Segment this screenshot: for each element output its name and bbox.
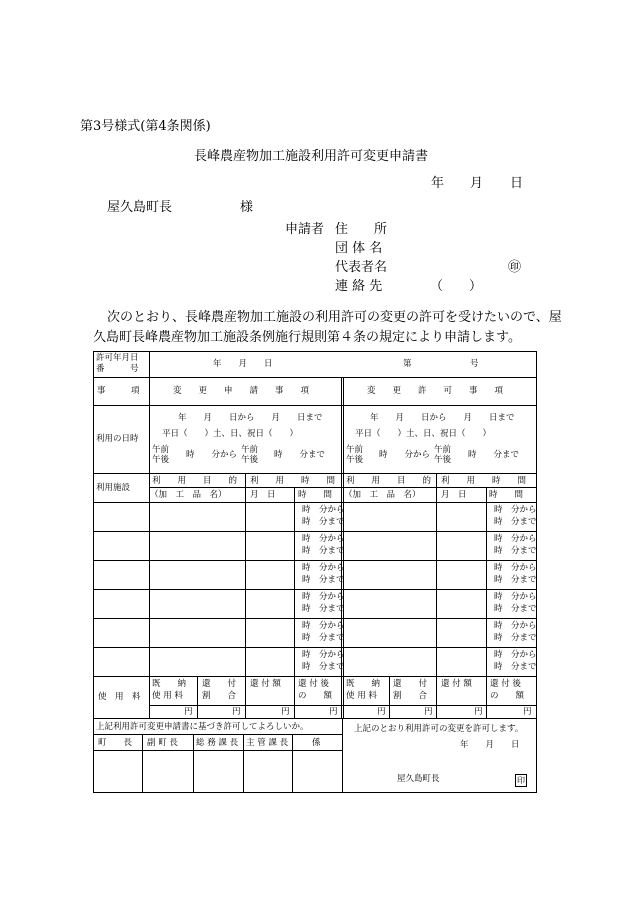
mayor-seal-icon: 印: [517, 776, 525, 785]
permit-date-label: 許可年月日: [96, 353, 139, 363]
row4-from-left: 時 分から: [302, 592, 345, 602]
yen-7: 円: [474, 707, 483, 717]
row2-from-right: 時 分から: [494, 534, 537, 544]
refund-label-right: 還 付: [393, 679, 428, 689]
page-title: 長峰農産物加工施設利用許可変更申請書: [194, 149, 429, 164]
row6-from-right: 時 分から: [494, 650, 537, 660]
row5-from-right: 時 分から: [494, 621, 537, 631]
date-day: 日: [510, 176, 524, 191]
result-note: 上記のとおり利用許可の変更を許可します。: [354, 724, 524, 734]
approver-general: 総 務 課 長: [196, 738, 239, 748]
after-refund2-left: の 額: [298, 691, 333, 701]
applicant-address-label: 住 所: [335, 222, 388, 237]
change-request-header: 変 更 申 請 事 項: [173, 386, 310, 396]
row6-to-left: 時 分まで: [302, 662, 345, 672]
mayor-name: 屋久島町長: [397, 774, 440, 784]
product-right: （加 工 品 名）: [344, 490, 421, 500]
applicant-org-label: 団 体 名: [335, 241, 383, 256]
intro-line-1: 次のとおり、長峰農産物加工施設の利用許可の変更の許可を受けたいので、屋: [107, 310, 562, 325]
date-range-right: 年 月 日から 月 日まで: [370, 413, 515, 423]
form-number: 第3号様式(第4条関係): [80, 119, 211, 134]
refund-label-left: 還 付: [202, 679, 237, 689]
permit-date-value: 年 月 日: [213, 359, 273, 369]
addressee-honorific: 様: [240, 200, 254, 215]
refund-amount-right: 還 付 額: [441, 679, 472, 689]
date-year: 年: [431, 176, 445, 191]
am-left-2: 午前: [241, 445, 259, 455]
yen-4: 円: [329, 707, 338, 717]
facility-label: 利用施設: [96, 483, 131, 493]
permit-no-prefix: 第: [403, 359, 412, 369]
am-right: 午前: [346, 445, 364, 455]
row2-from-left: 時 分から: [302, 534, 345, 544]
paid-label-left: 既 納: [152, 679, 187, 689]
applicant-label: 申請者: [285, 222, 325, 237]
paid-label2-left: 使 用 料: [152, 691, 183, 701]
row4-from-right: 時 分から: [494, 592, 537, 602]
refund-amount-left: 還 付 額: [250, 679, 281, 689]
yen-1: 円: [184, 707, 193, 717]
row1-from-right: 時 分から: [494, 505, 537, 515]
change-permit-header: 変 更 許 可 事 項: [367, 386, 504, 396]
hours-left: 時 間: [298, 490, 333, 500]
product-left: （加 工 品 名）: [150, 490, 227, 500]
applicant-rep-label: 代表者名: [335, 260, 388, 275]
row5-from-left: 時 分から: [302, 621, 345, 631]
yen-8: 円: [523, 707, 532, 717]
usage-time-right: 利 用 時 間: [441, 476, 527, 486]
time-to-left: 時 分まで: [274, 450, 326, 460]
row1-to-right: 時 分まで: [494, 517, 537, 527]
applicant-seal-icon: ㊞: [508, 260, 522, 275]
paid-label-right: 既 納: [346, 679, 381, 689]
row4-to-right: 時 分まで: [494, 604, 537, 614]
approver-deputy: 副 町 長: [147, 738, 178, 748]
time-from-right: 時 分から: [379, 450, 431, 460]
row4-to-left: 時 分まで: [302, 604, 345, 614]
row5-to-left: 時 分まで: [302, 633, 345, 643]
weekday-line-left: 平日（ ）土、日、祝日（ ）: [162, 429, 299, 439]
fee-label: 使 用 料: [98, 692, 141, 702]
time-to-right: 時 分まで: [468, 450, 520, 460]
pm-right-2: 午後: [434, 455, 452, 465]
row5-to-right: 時 分まで: [494, 633, 537, 643]
row3-to-left: 時 分まで: [302, 575, 345, 585]
date-month: 月: [470, 176, 484, 191]
pm-left-2: 午後: [241, 455, 259, 465]
weekday-line-right: 平日（ ）土、日、祝日（ ）: [355, 429, 492, 439]
after-refund2-right: の 額: [490, 691, 525, 701]
approval-note: 上記利用許可変更申請書に基づき許可してよろしいか。: [96, 722, 309, 732]
row3-from-left: 時 分から: [302, 563, 345, 573]
item-label: 事 項: [97, 386, 140, 396]
after-refund-left: 還 付 後: [298, 679, 329, 689]
applicant-contact-paren: （ ）: [430, 279, 483, 294]
time-from-left: 時 分から: [186, 450, 238, 460]
paid-label2-right: 使 用 料: [346, 691, 377, 701]
approver-mayor: 町 長: [98, 738, 133, 748]
pm-right: 午後: [346, 455, 364, 465]
md-right: 月 日: [441, 490, 467, 500]
intro-line-2: 久島町長峰農産物加工施設条例施行規則第４条の規定により申請します。: [93, 330, 521, 345]
row3-from-right: 時 分から: [494, 563, 537, 573]
row6-to-right: 時 分まで: [494, 662, 537, 672]
row2-to-left: 時 分まで: [302, 546, 345, 556]
addressee-name: 屋久島町長: [107, 200, 173, 215]
usage-datetime-label: 利用の日時: [96, 434, 139, 444]
am-right-2: 午前: [434, 445, 452, 455]
purpose-left: 利 用 目 的: [152, 476, 238, 486]
result-date: 年 月 日: [460, 740, 520, 750]
permit-no-suffix: 号: [470, 359, 479, 369]
hours-right: 時 間: [489, 490, 524, 500]
yen-3: 円: [281, 707, 290, 717]
yen-5: 円: [377, 707, 386, 717]
pm-left: 午後: [152, 455, 170, 465]
row1-from-left: 時 分から: [302, 505, 345, 515]
md-left: 月 日: [250, 490, 276, 500]
am-left: 午前: [152, 445, 170, 455]
approver-staff: 係: [312, 738, 321, 748]
row3-to-right: 時 分まで: [494, 575, 537, 585]
refund-rate-left: 割 合: [202, 691, 237, 701]
usage-time-left: 利 用 時 間: [250, 476, 336, 486]
yen-6: 円: [424, 707, 433, 717]
purpose-right: 利 用 目 的: [346, 476, 432, 486]
applicant-contact-label: 連 絡 先: [335, 279, 383, 294]
row1-to-left: 時 分まで: [302, 517, 345, 527]
yen-2: 円: [232, 707, 241, 717]
after-refund-right: 還 付 後: [490, 679, 521, 689]
permit-number-label: 番 号: [96, 364, 139, 374]
date-range-left: 年 月 日から 月 日まで: [178, 413, 323, 423]
row2-to-right: 時 分まで: [494, 546, 537, 556]
row6-from-left: 時 分から: [302, 650, 345, 660]
refund-rate-right: 割 合: [393, 691, 428, 701]
approver-manager: 主 管 課 長: [246, 738, 289, 748]
